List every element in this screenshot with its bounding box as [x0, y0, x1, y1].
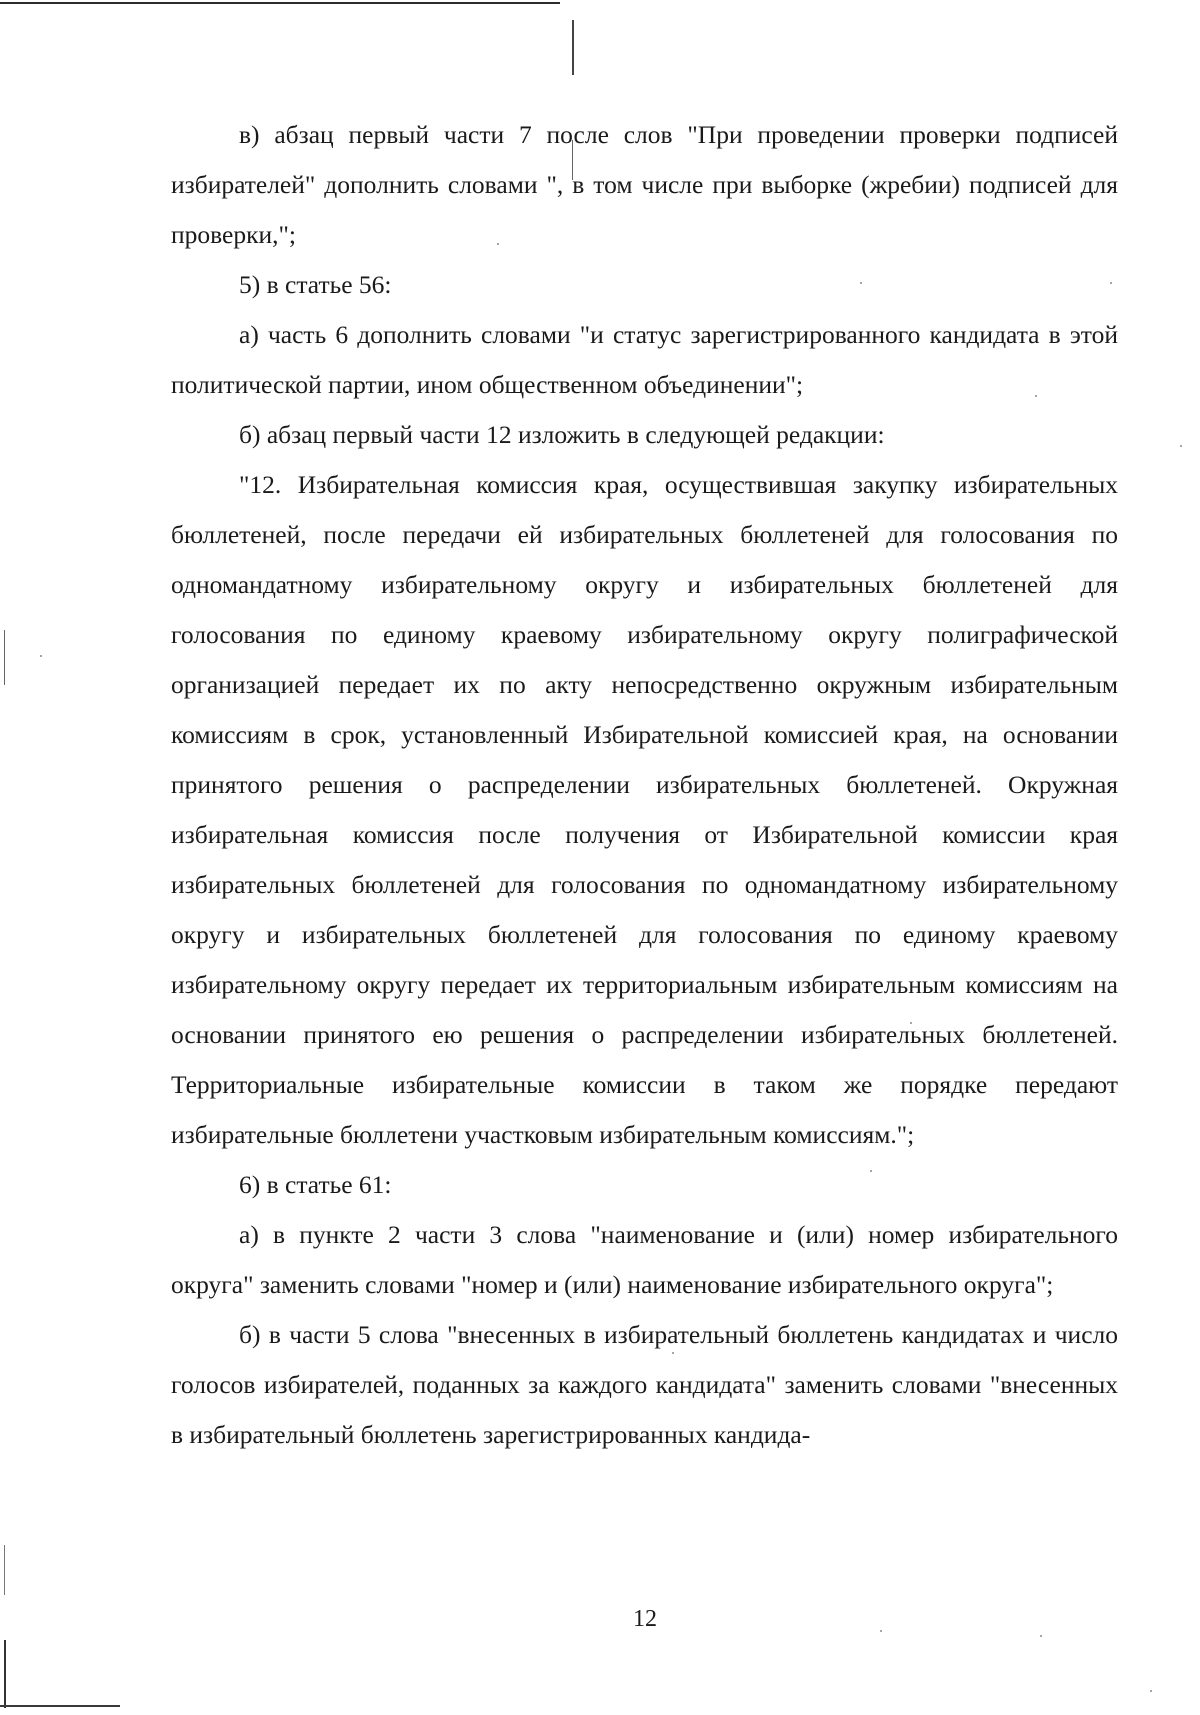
scan-speck — [40, 655, 42, 657]
scan-mark — [0, 1705, 120, 1707]
scan-mark — [4, 1545, 5, 1595]
scan-mark — [572, 20, 574, 75]
paragraph: "12. Избирательная комиссия края, осуществившая закупку избирательных бюллетеней, после передачи ей избирательных бюллетеней для голосования по одномандатному избирательному округу и избирательных бюллетеней для голосования по единому краевому избирательному округу полиграфической организацией передает их по акту непосредственно окружным избирательным комиссиям в срок, установленный Избирательной комиссией края, на основании принятого решения о распределении избирательных бюллетеней. Окружная избирательная комиссия после получения от Избирательной комиссии края избирательных бюллетеней для голосования по одномандатному избирательному округу и избирательных бюллетеней для голосования по единому краевому избирательному округу передает их территориальным избирательным комиссиям на основании принятого ею решения о распределении избирательных бюллетеней. Территориальные избирательные комиссии в таком же порядке передают избирательные бюллетени участковым избирательным комиссиям."; — [171, 470, 1118, 1149]
scan-speck — [1040, 1635, 1042, 1637]
scan-speck — [1180, 445, 1182, 447]
paragraph: а) часть 6 дополнить словами "и статус зарегистрированного кандидата в этой политической партии, ином общественном объединении"; — [171, 320, 1118, 399]
scan-mark — [4, 630, 5, 685]
page-number: 12 — [633, 1606, 657, 1632]
document-body — [171, 110, 1118, 1460]
scan-speck — [1150, 1690, 1152, 1692]
paragraph: а) в пункте 2 части 3 слова "наименование и (или) номер избирательного округа" заменить словами "номер и (или) наименование избирательного округа"; — [171, 1220, 1118, 1299]
paragraph: 5) в статье 56: — [239, 270, 392, 299]
paragraph: 6) в статье 61: — [239, 1170, 392, 1199]
paragraph: б) абзац первый части 12 изложить в следующей редакции: — [239, 420, 885, 449]
paragraph: б) в части 5 слова "внесенных в избирательный бюллетень кандидатах и число голосов избирателей, поданных за каждого кандидата" заменить словами "внесенных в избирательный бюллетень зарегистрированных кандида- — [171, 1320, 1118, 1449]
scan-mark — [4, 1640, 6, 1708]
top-border-line — [0, 2, 560, 4]
paragraph: в) абзац первый части 7 после слов "При проведении проверки подписей избирателей" дополнить словами ", в том числе при выборке (жребии) подписей для проверки,"; — [171, 120, 1118, 249]
